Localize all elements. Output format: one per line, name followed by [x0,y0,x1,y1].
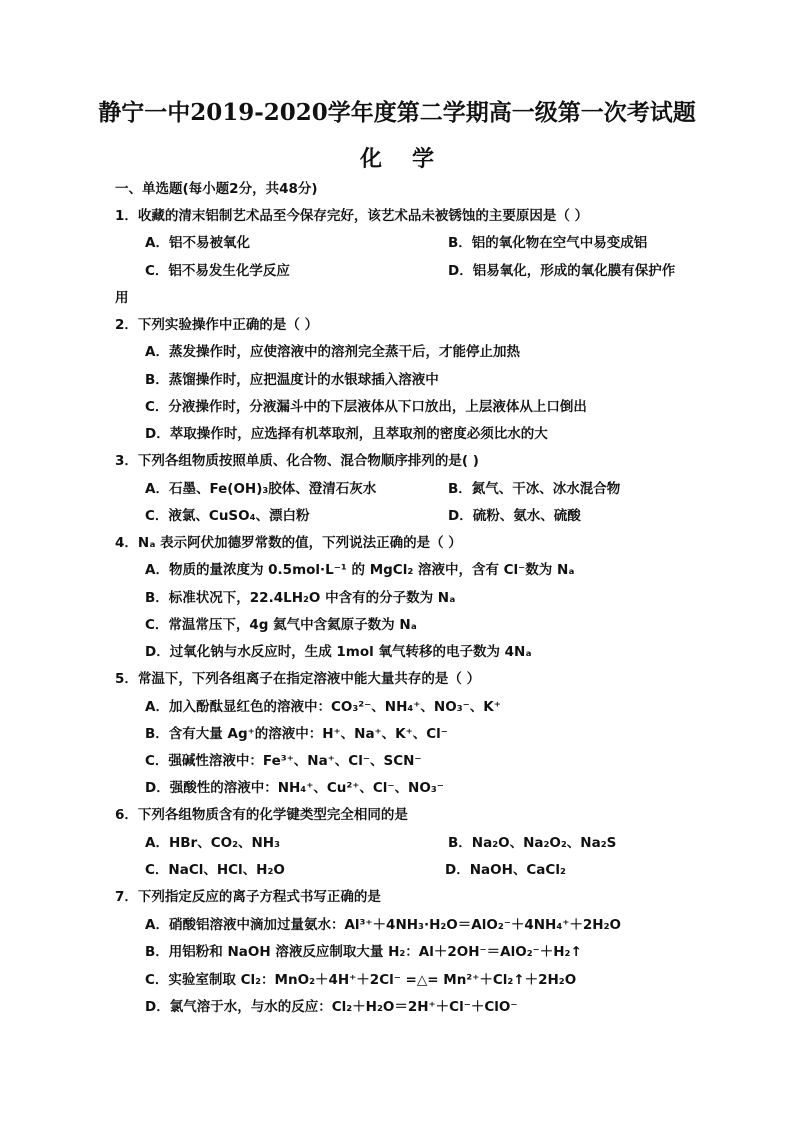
subject-title: 化学 [359,146,464,172]
question-3-option-a: A．石墨、Fe(OH)₃胶体、澄清石灰水 [145,481,377,497]
question-2-option-a: A．蒸发操作时，应使溶液中的溶剂完全蒸干后，才能停止加热 [145,344,520,360]
question-5-option-b: B．含有大量 Ag⁺的溶液中：H⁺、Na⁺、K⁺、Cl⁻ [145,726,448,742]
question-1-option-d: D．铝易氧化，形成的氧化膜有保护作 [448,263,676,279]
question-1-option-d-continued: 用 [115,290,129,306]
question-6-option-b: B．Na₂O、Na₂O₂、Na₂S [448,835,617,851]
question-2-option-c: C．分液操作时，分液漏斗中的下层液体从下口放出，上层液体从上口倒出 [145,399,587,415]
question-7-option-d: D．氯气溶于水，与水的反应：Cl₂＋H₂O＝2H⁺＋Cl⁻＋ClO⁻ [145,999,518,1015]
question-4-option-c: C．常温常压下，4g 氦气中含氦原子数为 Nₐ [145,617,417,633]
question-5-stem: 5．常温下，下列各组离子在指定溶液中能大量共存的是（ ） [115,671,481,687]
question-6-option-c: C．NaCl、HCl、H₂O [145,862,285,878]
question-6-option-d: D．NaOH、CaCl₂ [445,862,566,878]
question-2-stem: 2．下列实验操作中正确的是（ ） [115,317,319,333]
question-7-option-a: A．硝酸铝溶液中滴加过量氨水：Al³⁺＋4NH₃·H₂O＝AlO₂⁻＋4NH₄⁺＋2H₂O [145,917,621,933]
question-3-option-c: C．液氯、CuSO₄、漂白粉 [145,508,310,524]
question-5-option-d: D．强酸性的溶液中：NH₄⁺、Cu²⁺、Cl⁻、NO₃⁻ [145,780,444,796]
question-7-option-b: B．用铝粉和 NaOH 溶液反应制取大量 H₂：Al＋2OH⁻＝AlO₂⁻＋H₂↑ [145,944,582,960]
question-7-option-c: C．实验室制取 Cl₂：MnO₂＋4H⁺＋2Cl⁻ =△= Mn²⁺＋Cl₂↑＋2H₂O [145,972,577,988]
question-2-option-d: D．萃取操作时，应选择有机萃取剂，且萃取剂的密度必须比水的大 [145,426,548,442]
question-3-option-d: D．硫粉、氨水、硫酸 [448,508,581,524]
question-4-option-d: D．过氧化钠与水反应时，生成 1mol 氧气转移的电子数为 4Nₐ [145,644,532,660]
question-1-option-a: A．铝不易被氧化 [145,235,250,251]
question-7-stem: 7．下列指定反应的离子方程式书写正确的是 [115,889,381,905]
question-4-stem: 4．Nₐ 表示阿伏加德罗常数的值，下列说法正确的是（ ） [115,535,462,551]
question-3-option-b: B．氮气、干冰、冰水混合物 [448,481,621,497]
question-1-stem: 1．收藏的清末铝制艺术品至今保存完好，该艺术品未被锈蚀的主要原因是（ ） [115,208,589,224]
question-2-option-b: B．蒸馏操作时，应把温度计的水银球插入溶液中 [145,372,439,388]
question-5-option-c: C．强碱性溶液中：Fe³⁺、Na⁺、Cl⁻、SCN⁻ [145,753,422,769]
section-heading: 一、单选题(每小题2分，共48分) [115,181,318,197]
question-1-option-b: B．铝的氧化物在空气中易变成铝 [448,235,648,251]
question-4-option-a: A．物质的量浓度为 0.5mol·L⁻¹ 的 MgCl₂ 溶液中，含有 Cl⁻数为 Nₐ [145,562,575,578]
question-5-option-a: A．加入酚酞显红色的溶液中：CO₃²⁻、NH₄⁺、NO₃⁻、K⁺ [145,699,501,715]
question-6-option-a: A．HBr、CO₂、NH₃ [145,835,280,851]
exam-title: 静宁一中2019-2020学年度第二学期高一级第一次考试题 [98,99,696,126]
question-1-option-c: C．铝不易发生化学反应 [145,263,290,279]
question-4-option-b: B．标准状况下，22.4LH₂O 中含有的分子数为 Nₐ [145,590,456,606]
question-3-stem: 3．下列各组物质按照单质、化合物、混合物顺序排列的是( ) [115,453,479,469]
question-6-stem: 6．下列各组物质含有的化学键类型完全相同的是 [115,807,408,823]
